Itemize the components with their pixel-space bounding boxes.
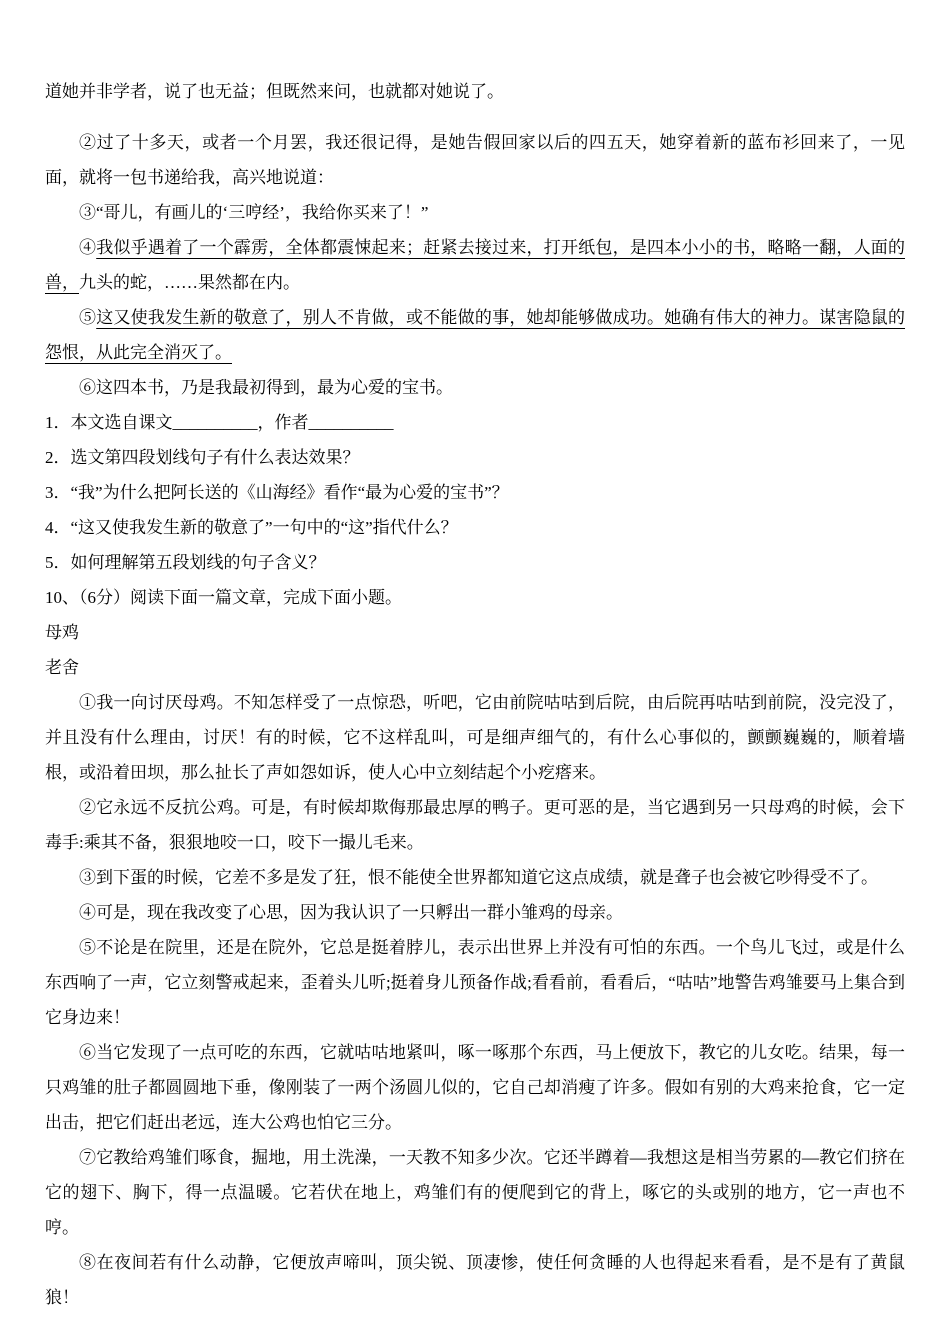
essay-paragraph-2 xyxy=(45,790,905,860)
text-run: ⑥当它发现了一点可吃的东西，它就咕咕地紧叫，啄一啄那个东西，马上便放下，教它的儿女吃。结果，每一只鸡雏的肚子都圆圆地下垂，像刚装了一两个汤圆儿似的，它自己却消瘦了许多。假如有别的大鸡来抢食，它一定出击，把它们赶出老远，连大公鸡也怕它三分。 xyxy=(45,1043,905,1132)
underlined-text-run: 这又使我发生新的敬意了，别人不肯做，或不能做的事，她却能够做成功。她确有伟大的神力。谋害隐鼠的怨恨，从此完全消灭了。 xyxy=(45,308,906,362)
text-run: ⑧在夜间若有什么动静，它便放声啼叫，顶尖锐、顶凄惨，使任何贪睡的人也得起来看看，是不是有了黄鼠狼！ xyxy=(45,1253,905,1307)
excerpt-paragraph-5 xyxy=(45,300,905,370)
text-run: ④ xyxy=(79,238,97,257)
excerpt-paragraph-2 xyxy=(45,125,905,195)
excerpt-paragraph-4 xyxy=(45,230,905,300)
text-run: 10、（6分）阅读下面一篇文章，完成下面小题。 xyxy=(45,588,402,607)
text-run: 母鸡 xyxy=(45,623,79,642)
excerpt-paragraph-3 xyxy=(45,195,905,230)
excerpt-paragraph-6 xyxy=(45,370,905,405)
text-run: ⑤不论是在院里，还是在院外，它总是挺着脖儿，表示出世界上并没有可怕的东西。一个鸟儿飞过，或是什么东西响了一声，它立刻警戒起来，歪着头儿听;挺着身儿预备作战;看看前，看看后，“咕咕”地警告鸡雏要马上集合到它身边来！ xyxy=(45,938,905,1027)
text-run: 2．选文第四段划线句子有什么表达效果？ xyxy=(45,448,360,467)
text-run: 5．如何理解第五段划线的句子含义？ xyxy=(45,553,326,572)
text-run: ③到下蛋的时候，它差不多是发了狂，恨不能使全世界都知道它这点成绩，就是聋子也会被它吵得受不了。 xyxy=(79,868,878,887)
essay-title xyxy=(45,615,905,650)
text-run: ④可是，现在我改变了心思，因为我认识了一只孵出一群小雏鸡的母亲。 xyxy=(79,903,623,922)
text-run: 4．“这又使我发生新的敬意了”一句中的“这”指代什么？ xyxy=(45,518,458,537)
text-run: ⑦它教给鸡雏们啄食，掘地，用土洗澡，一天教不知多少次。它还半蹲着—我想这是相当劳累的—教它们挤在它的翅下、胸下，得一点温暖。它若伏在地上，鸡雏们有的便爬到它的背上，啄它的头或别的地方，它一声也不哼。 xyxy=(45,1148,905,1237)
text-run: 老舍 xyxy=(45,658,79,677)
text-run: ②它永远不反抗公鸡。可是，有时候却欺侮那最忠厚的鸭子。更可恶的是，当它遇到另一只母鸡的时候，会下毒手:乘其不备，狠狠地咬一口，咬下一撮儿毛来。 xyxy=(45,798,905,852)
section-10-instruction xyxy=(45,580,905,615)
essay-author xyxy=(45,650,905,685)
question-1 xyxy=(45,405,905,440)
essay-paragraph-5 xyxy=(45,930,905,1035)
text-run: ③“哥儿，有画儿的‘三哼经’，我给你买来了！” xyxy=(79,203,429,222)
text-run: 道她并非学者，说了也无益；但既然来问，也就都对她说了。 xyxy=(45,82,504,101)
essay-paragraph-3 xyxy=(45,860,905,895)
underlined-text-run: 我似乎遇着了一个霹雳，全体都震悚起来；赶紧去接过来，打开纸包，是四本小小的书，略略一翻，人面的兽， xyxy=(45,238,906,292)
question-3 xyxy=(45,475,905,510)
question-2 xyxy=(45,440,905,475)
text-run: ⑥这四本书，乃是我最初得到，最为心爱的宝书。 xyxy=(79,378,453,397)
document-body xyxy=(45,74,905,1315)
text-run: 1．本文选自课文__________，作者__________ xyxy=(45,413,394,432)
question-4 xyxy=(45,510,905,545)
text-run: 九头的蛇，……果然都在内。 xyxy=(79,273,300,292)
text-run: ⑤ xyxy=(79,308,97,327)
essay-paragraph-8 xyxy=(45,1245,905,1315)
question-5 xyxy=(45,545,905,580)
essay-paragraph-4 xyxy=(45,895,905,930)
essay-paragraph-6 xyxy=(45,1035,905,1140)
essay-paragraph-1 xyxy=(45,685,905,790)
excerpt-continuation-line xyxy=(45,74,905,109)
essay-paragraph-7 xyxy=(45,1140,905,1245)
text-run: 3．“我”为什么把阿长送的《山海经》看作“最为心爱的宝书”？ xyxy=(45,483,509,502)
text-run: ②过了十多天，或者一个月罢，我还很记得，是她告假回家以后的四五天，她穿着新的蓝布衫回来了，一见面，就将一包书递给我，高兴地说道： xyxy=(45,133,905,187)
text-run: ①我一向讨厌母鸡。不知怎样受了一点惊恐，听吧，它由前院咕咕到后院，由后院再咕咕到前院，没完没了，并且没有什么理由，讨厌！有的时候，它不这样乱叫，可是细声细气的，有什么心事似的，颤颤巍巍的，顺着墙根，或沿着田坝，那么扯长了声如怨如诉，使人心中立刻结起个小疙瘩来。 xyxy=(45,693,905,782)
